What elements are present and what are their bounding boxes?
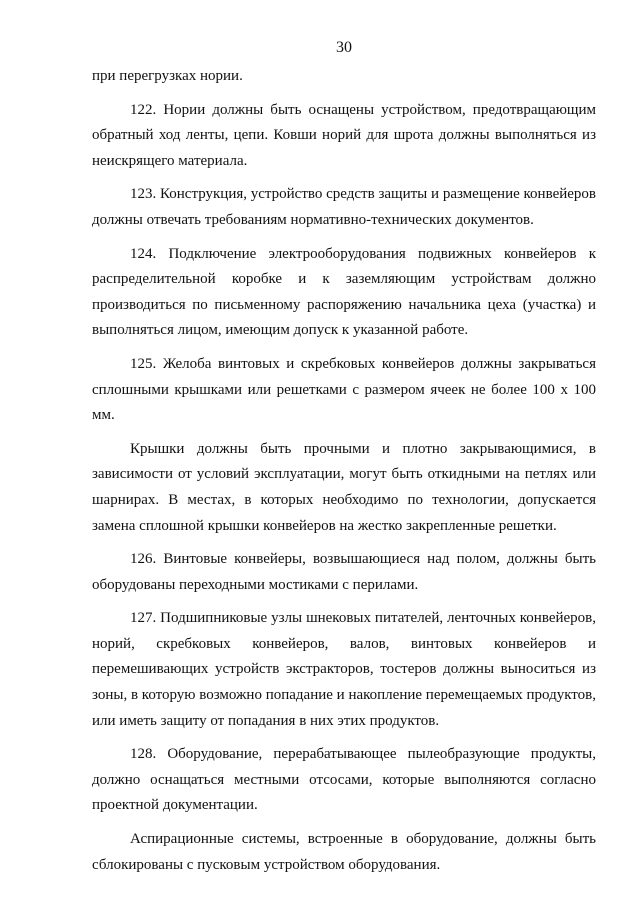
document-page — [92, 38, 596, 886]
paragraph-127: 127. Подшипниковые узлы шнековых питателей, ленточных конвейеров, норий, скребковых конвейеров, валов, винтовых конвейеров и перемешивающих устройств экстракторов, тостеров должны выноситься из зоны, в которую возможно попадание и накопление перемещаемых продуктов, или иметь защиту от попадания в них этих продуктов. — [92, 610, 596, 729]
paragraph-128: 128. Оборудование, перерабатывающее пылеобразующие продукты, должно оснащаться местными отсосами, которые выполняются согласно проектной документации. — [92, 746, 596, 814]
paragraph-125: 125. Желоба винтовых и скребковых конвейеров должны закрываться сплошными крышками или решетками с размером ячеек не более 100 х 100 мм. — [92, 355, 596, 424]
paragraph-124: 124. Подключение электрооборудования подвижных конвейеров к распределительной коробке и к заземляющим устройствам должно производиться по письменному распоряжению начальника цеха (участка) и выполняться лицом, имеющим допуск к указанной работе. — [92, 245, 596, 339]
page-number: 30 — [336, 39, 352, 56]
paragraph-128-aspiration: Аспирационные системы, встроенные в оборудование, должны быть сблокированы с пусковым устройством оборудования. — [92, 831, 596, 873]
paragraph-continuation: при перегрузках нории. — [92, 68, 243, 84]
paragraph-126: 126. Винтовые конвейеры, возвышающиеся над полом, должны быть оборудованы переходными мостиками с перилами. — [92, 551, 596, 593]
paragraph-123: 123. Конструкция, устройство средств защиты и размещение конвейеров должны отвечать требованиям нормативно-технических документов. — [92, 186, 596, 228]
paragraph-122: 122. Нории должны быть оснащены устройством, предотвращающим обратный ход ленты, цепи. Ковши норий для шрота должны выполняться из неискрящего материала. — [92, 101, 596, 169]
paragraph-125-covers: Крышки должны быть прочными и плотно закрывающимися, в зависимости от условий эксплуатации, могут быть откидными на петлях или шарнирах. В местах, в которых необходимо по технологии, допускается замена сплошной крышки конвейеров на жестко закрепленные решетки. — [92, 440, 596, 534]
